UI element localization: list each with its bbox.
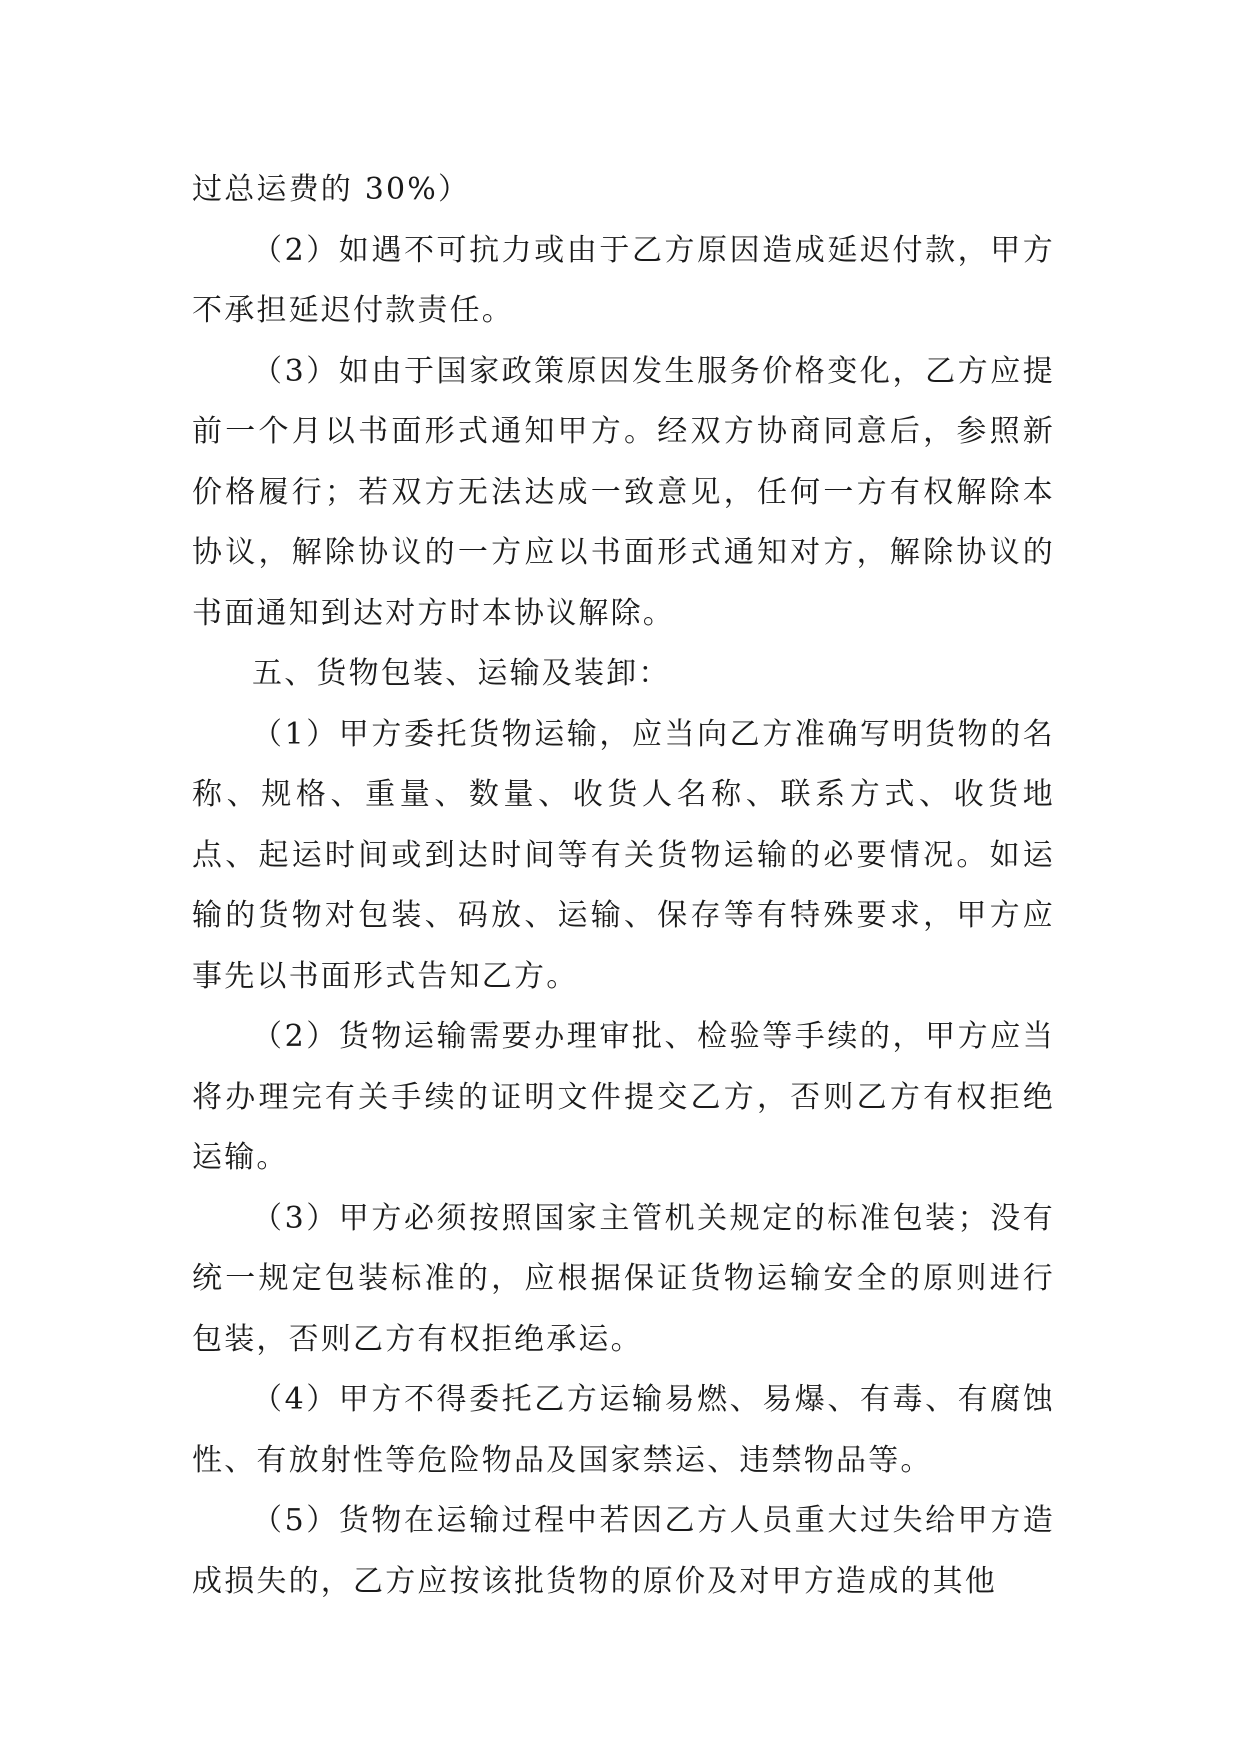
paragraph-item-4-3: （3）如由于国家政策原因发生服务价格变化，乙方应提前一个月以书面形式通知甲方。经双方协商同意后，参照新价格履行；若双方无法达成一致意见，任何一方有权解除本协议，解除协议的一方应以书面形式通知对方，解除协议的书面通知到达对方时本协议解除。: [192, 353, 1055, 631]
section-heading-five: 五、货物包装、运输及装卸：: [252, 656, 671, 691]
paragraph-continuation: 过总运费的 30%）: [192, 172, 471, 207]
paragraph-item-5-5: （5）货物在运输过程中若因乙方人员重大过失给甲方造成损失的，乙方应按该批货物的原价及对甲方造成的其他: [192, 1503, 1055, 1599]
paragraph-item-5-2: （2）货物运输需要办理审批、检验等手续的，甲方应当将办理完有关手续的证明文件提交乙方，否则乙方有权拒绝运输。: [192, 1019, 1055, 1175]
paragraph-item-4-2: （2）如遇不可抗力或由于乙方原因造成延迟付款，甲方不承担延迟付款责任。: [192, 232, 1055, 328]
paragraph-item-5-1: （1）甲方委托货物运输，应当向乙方准确写明货物的名称、规格、重量、数量、收货人名称、联系方式、收货地点、起运时间或到达时间等有关货物运输的必要情况。如运输的货物对包装、码放、运输、保存等有特殊要求，甲方应事先以书面形式告知乙方。: [192, 716, 1055, 994]
paragraph-item-5-4: （4）甲方不得委托乙方运输易燃、易爆、有毒、有腐蚀性、有放射性等危险物品及国家禁运、违禁物品等。: [192, 1382, 1055, 1478]
paragraph-item-5-3: （3）甲方必须按照国家主管机关规定的标准包装；没有统一规定包装标准的，应根据保证货物运输安全的原则进行包装，否则乙方有权拒绝承运。: [192, 1200, 1055, 1357]
contract-body: [192, 160, 1055, 1612]
